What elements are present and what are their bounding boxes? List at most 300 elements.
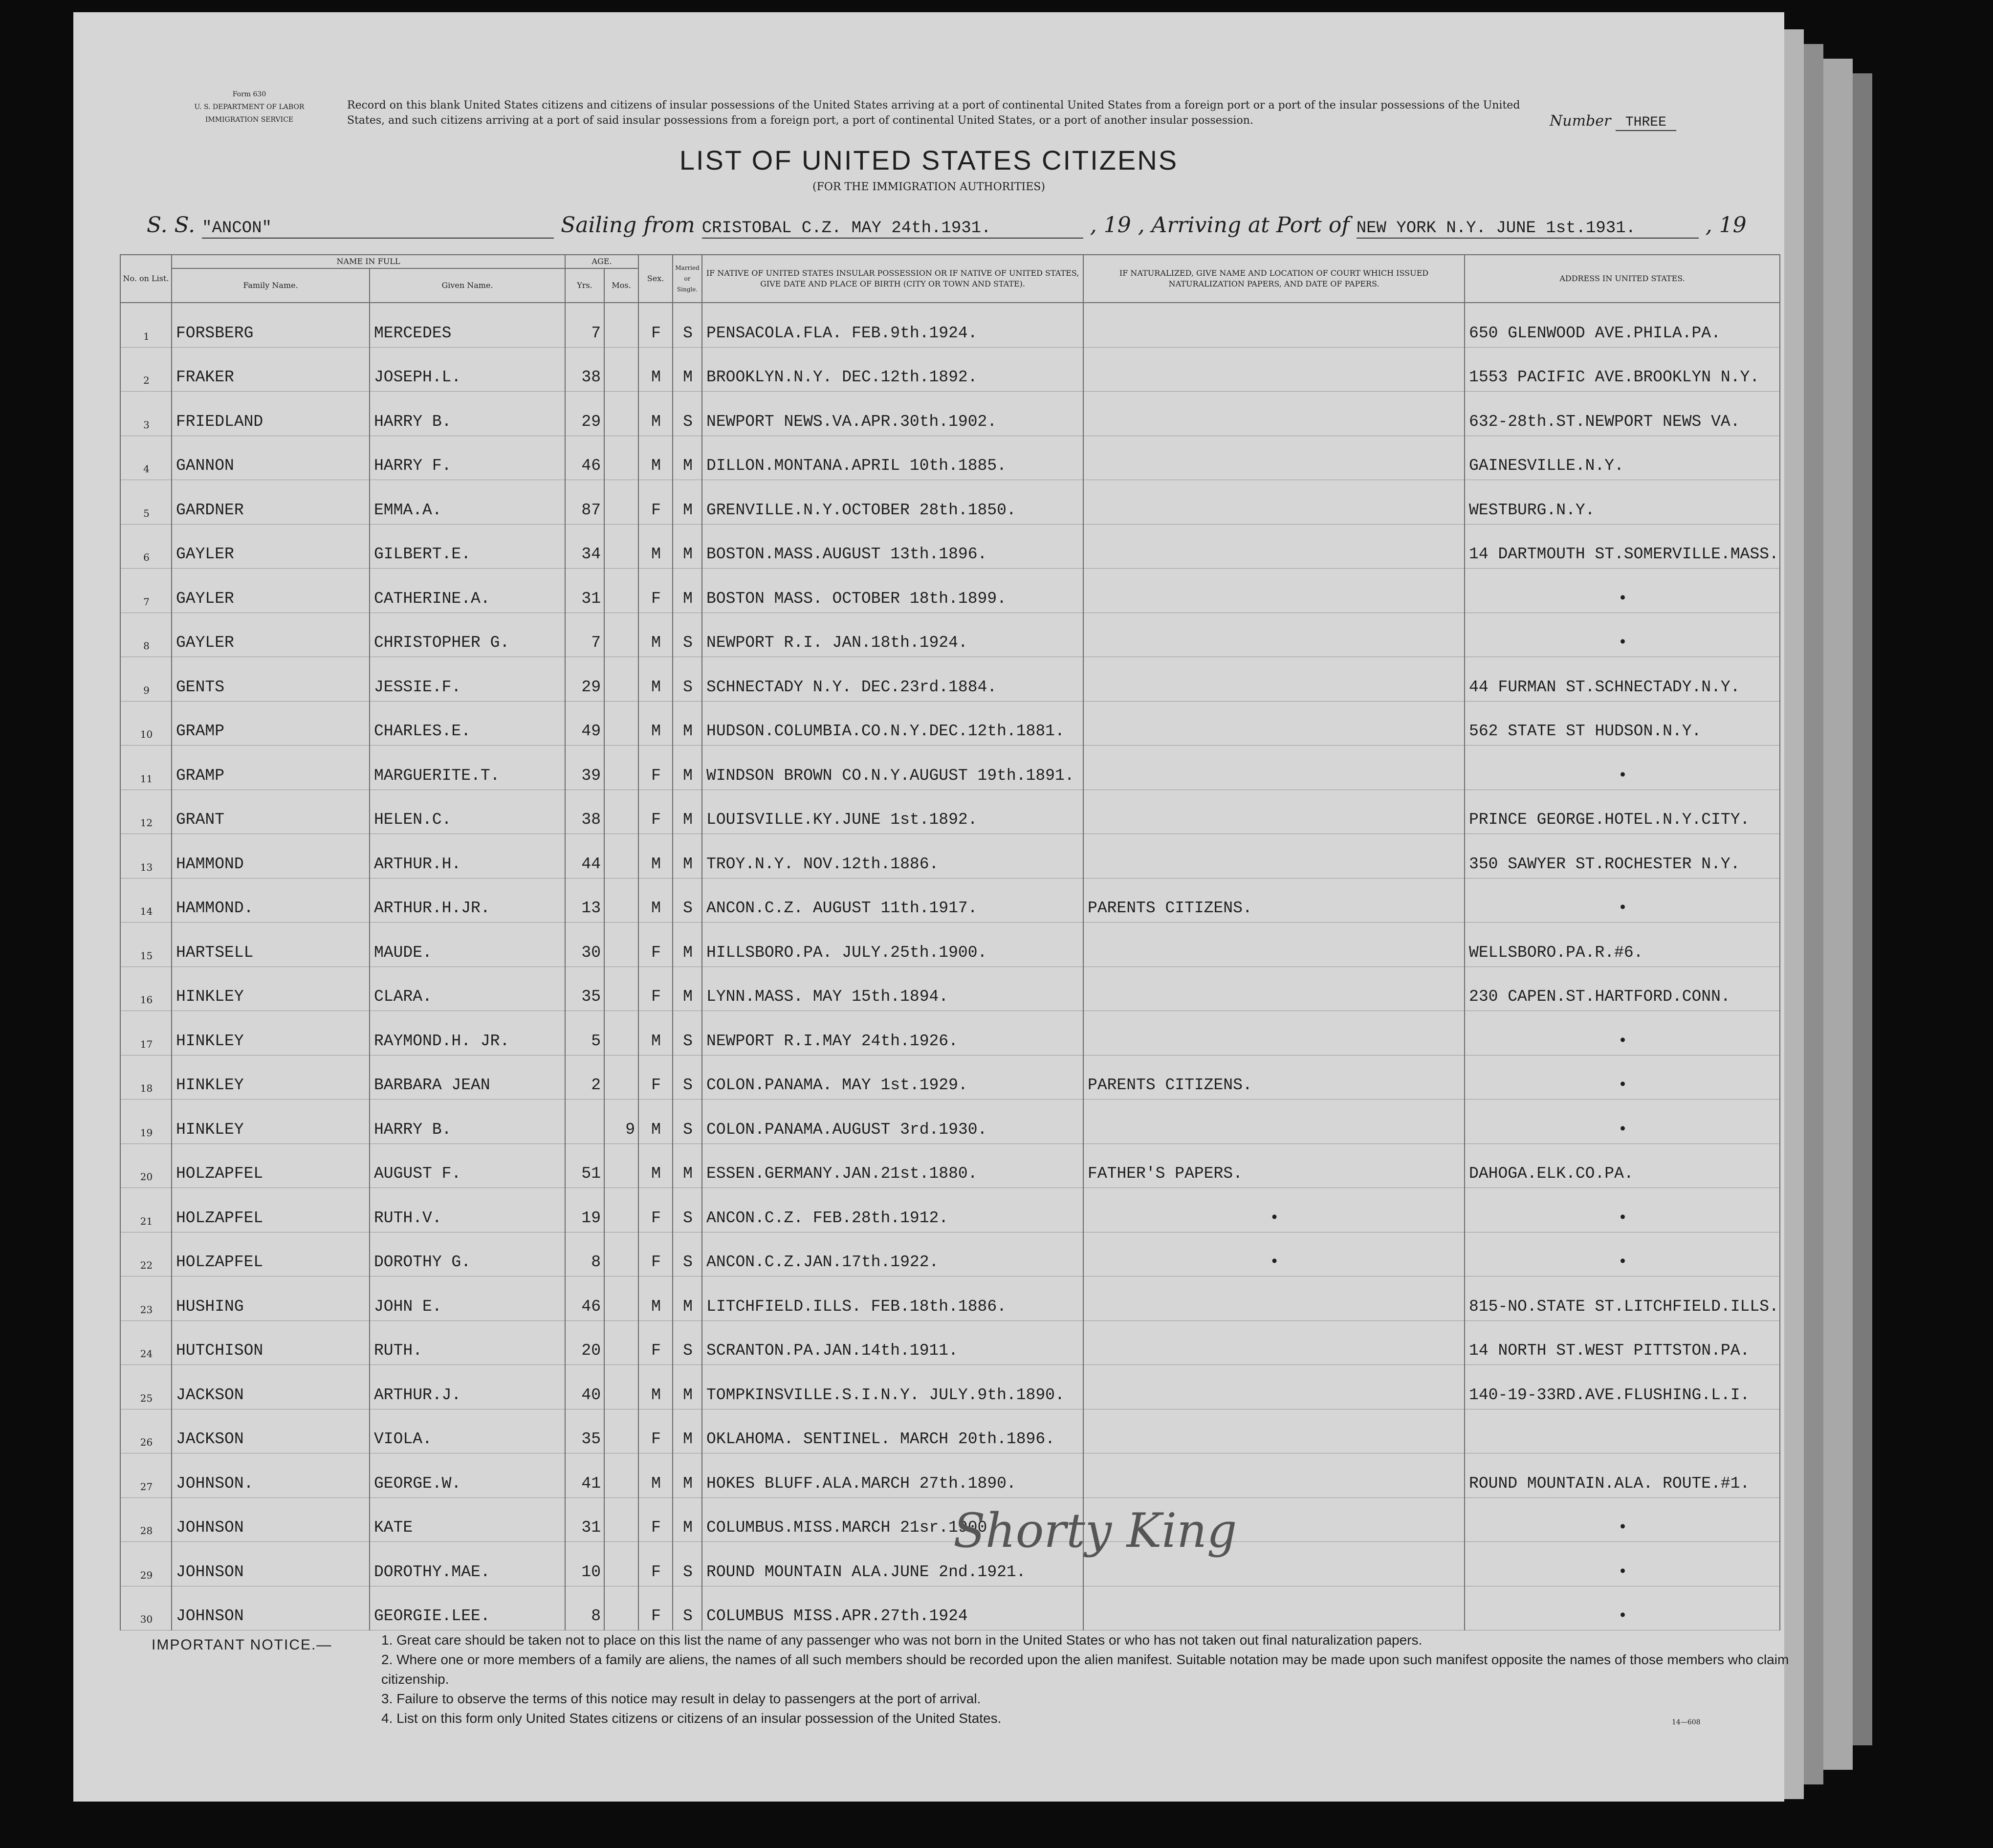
header-name-in-full: NAME IN FULL [172, 255, 565, 268]
age-months-cell [604, 1409, 638, 1453]
row-number-cell: 26 [120, 1409, 172, 1453]
address-cell: • [1465, 1232, 1780, 1276]
marital-status-cell: S [673, 1320, 702, 1365]
table-row [120, 878, 1780, 923]
family-name-cell: JOHNSON [172, 1586, 370, 1630]
naturalization-cell [1083, 701, 1465, 746]
page-edge [1853, 73, 1872, 1745]
age-years-cell: 34 [565, 524, 604, 569]
marital-status-cell: M [673, 480, 702, 525]
address-cell: • [1465, 1497, 1780, 1542]
family-name-cell: GAYLER [172, 569, 370, 613]
family-name-cell: HUTCHISON [172, 1320, 370, 1365]
sex-cell: F [638, 790, 673, 834]
row-number-cell: 11 [120, 746, 172, 790]
birth-place-date-cell: ANCON.C.Z.JAN.17th.1922. [702, 1232, 1083, 1276]
address-cell: • [1465, 1188, 1780, 1232]
table-row [120, 657, 1780, 702]
given-name-cell: CLARA. [370, 967, 565, 1011]
birth-place-date-cell: ESSEN.GERMANY.JAN.21st.1880. [702, 1144, 1083, 1188]
arriving-value: NEW YORK N.Y. JUNE 1st.1931. [1357, 219, 1699, 239]
table-row [120, 347, 1780, 392]
address-cell: 815-NO.STATE ST.LITCHFIELD.ILLS. [1465, 1276, 1780, 1321]
given-name-cell: HARRY F. [370, 436, 565, 480]
table-row [120, 1497, 1780, 1542]
birth-place-date-cell: COLON.PANAMA.AUGUST 3rd.1930. [702, 1100, 1083, 1144]
row-number-cell: 30 [120, 1586, 172, 1630]
given-name-cell: ARTHUR.H. [370, 834, 565, 879]
row-number-cell: 19 [120, 1100, 172, 1144]
address-cell: 350 SAWYER ST.ROCHESTER N.Y. [1465, 834, 1780, 879]
family-name-cell: JOHNSON [172, 1497, 370, 1542]
naturalization-cell [1083, 524, 1465, 569]
sex-cell: F [638, 1188, 673, 1232]
naturalization-cell [1083, 657, 1465, 702]
birth-place-date-cell: WINDSON BROWN CO.N.Y.AUGUST 19th.1891. [702, 746, 1083, 790]
sex-cell: F [638, 1055, 673, 1100]
marital-status-cell: S [673, 1055, 702, 1100]
table-row [120, 1542, 1780, 1586]
naturalization-cell [1083, 746, 1465, 790]
given-name-cell: HARRY B. [370, 1100, 565, 1144]
notice-item: 1. Great care should be taken not to place on this list the name of any passenger who was not born in the United States or who has not taken out final naturalization papers. [381, 1632, 1423, 1648]
department: U. S. DEPARTMENT OF LABOR [194, 103, 305, 111]
notice-item: 2. Where one or more members of a family are aliens, the names of all such members should be recorded upon the alien manifest. Suitable notation may be made upon such manifest opposite the names of those members who claim citizenship. [381, 1652, 1789, 1687]
family-name-cell: HOLZAPFEL [172, 1144, 370, 1188]
birth-place-date-cell: LOUISVILLE.KY.JUNE 1st.1892. [702, 790, 1083, 834]
family-name-cell: FORSBERG [172, 303, 370, 347]
birth-place-date-cell: DILLON.MONTANA.APRIL 10th.1885. [702, 436, 1083, 480]
given-name-cell: EMMA.A. [370, 480, 565, 525]
sex-cell: M [638, 701, 673, 746]
birth-place-date-cell: COLUMBUS MISS.APR.27th.1924 [702, 1586, 1083, 1630]
age-years-cell: 30 [565, 923, 604, 967]
row-number-cell: 1 [120, 303, 172, 347]
age-months-cell [604, 480, 638, 525]
birth-place-date-cell: LITCHFIELD.ILLS. FEB.18th.1886. [702, 1276, 1083, 1321]
family-name-cell: GAYLER [172, 613, 370, 657]
row-number-cell: 4 [120, 436, 172, 480]
table-row [120, 834, 1780, 879]
age-months-cell [604, 1232, 638, 1276]
address-cell: DAHOGA.ELK.CO.PA. [1465, 1144, 1780, 1188]
marital-status-cell: S [673, 1232, 702, 1276]
row-number-cell: 29 [120, 1542, 172, 1586]
age-months-cell [604, 436, 638, 480]
row-number-cell: 16 [120, 967, 172, 1011]
sex-cell: M [638, 1011, 673, 1056]
naturalization-cell [1083, 1011, 1465, 1056]
address-cell: • [1465, 613, 1780, 657]
notice-label: IMPORTANT NOTICE.— [152, 1637, 332, 1653]
given-name-cell: MERCEDES [370, 303, 565, 347]
naturalization-cell [1083, 613, 1465, 657]
header-naturalized: IF NATURALIZED, GIVE NAME AND LOCATION OF COURT WHICH ISSUED NATURALIZATION PAPERS, AND DATE OF PAPERS. [1083, 255, 1465, 303]
header-birth: IF NATIVE OF UNITED STATES INSULAR POSSESSION OR IF NATIVE OF UNITED STATES, GIVE DATE AND PLACE OF BIRTH (CITY OR TOWN AND STATE). [702, 255, 1083, 303]
sex-cell: F [638, 1586, 673, 1630]
passenger-rows [120, 303, 1780, 1630]
table-row [120, 1365, 1780, 1409]
birth-place-date-cell: NEWPORT R.I. JAN.18th.1924. [702, 613, 1083, 657]
family-name-cell: HUSHING [172, 1276, 370, 1321]
table-row [120, 480, 1780, 525]
row-number-cell: 7 [120, 569, 172, 613]
age-years-cell: 39 [565, 746, 604, 790]
ship-name: "ANCON" [202, 219, 554, 239]
sex-cell: M [638, 1365, 673, 1409]
marital-status-cell: M [673, 834, 702, 879]
family-name-cell: GAYLER [172, 524, 370, 569]
address-cell: WELLSBORO.PA.R.#6. [1465, 923, 1780, 967]
table-row [120, 1188, 1780, 1232]
birth-place-date-cell: COLON.PANAMA. MAY 1st.1929. [702, 1055, 1083, 1100]
table-row [120, 1453, 1780, 1498]
row-number-cell: 27 [120, 1453, 172, 1498]
family-name-cell: HARTSELL [172, 923, 370, 967]
age-years-cell: 5 [565, 1011, 604, 1056]
number-label: Number [1550, 112, 1611, 130]
sex-cell: M [638, 657, 673, 702]
age-years-cell [565, 1100, 604, 1144]
age-years-cell: 13 [565, 878, 604, 923]
manifest-page [73, 12, 1789, 1802]
family-name-cell: HINKLEY [172, 967, 370, 1011]
address-cell: 230 CAPEN.ST.HARTFORD.CONN. [1465, 967, 1780, 1011]
marital-status-cell: S [673, 878, 702, 923]
age-months-cell [604, 1011, 638, 1056]
naturalization-cell [1083, 923, 1465, 967]
given-name-cell: MARGUERITE.T. [370, 746, 565, 790]
page-subtitle: (FOR THE IMMIGRATION AUTHORITIES) [812, 181, 1045, 193]
family-name-cell: GRAMP [172, 701, 370, 746]
sex-cell: M [638, 878, 673, 923]
family-name-cell: JACKSON [172, 1409, 370, 1453]
row-number-cell: 3 [120, 392, 172, 436]
age-months-cell [604, 303, 638, 347]
sex-cell: M [638, 613, 673, 657]
marital-status-cell: M [673, 569, 702, 613]
age-years-cell: 7 [565, 613, 604, 657]
given-name-cell: JOHN E. [370, 1276, 565, 1321]
sex-cell: F [638, 967, 673, 1011]
service: IMMIGRATION SERVICE [205, 116, 294, 124]
notice-item: 3. Failure to observe the terms of this notice may result in delay to passengers at the port of arrival. [381, 1691, 981, 1706]
sex-cell: F [638, 480, 673, 525]
age-years-cell: 46 [565, 1276, 604, 1321]
age-months-cell [604, 834, 638, 879]
marital-status-cell: M [673, 1497, 702, 1542]
age-years-cell: 29 [565, 657, 604, 702]
age-years-cell: 38 [565, 347, 604, 392]
naturalization-cell [1083, 303, 1465, 347]
table-row [120, 392, 1780, 436]
birth-place-date-cell: TOMPKINSVILLE.S.I.N.Y. JULY.9th.1890. [702, 1365, 1083, 1409]
age-months-cell [604, 1542, 638, 1586]
year-2: , 19 [1705, 213, 1747, 238]
age-years-cell: 41 [565, 1453, 604, 1498]
age-months-cell [604, 967, 638, 1011]
row-number-cell: 28 [120, 1497, 172, 1542]
naturalization-cell [1083, 1276, 1465, 1321]
address-cell: • [1465, 878, 1780, 923]
birth-place-date-cell: LYNN.MASS. MAY 15th.1894. [702, 967, 1083, 1011]
marital-status-cell: S [673, 1011, 702, 1056]
age-years-cell: 87 [565, 480, 604, 525]
age-months-cell [604, 1453, 638, 1498]
header-sex: Sex. [638, 255, 673, 303]
age-years-cell: 35 [565, 967, 604, 1011]
naturalization-cell [1083, 967, 1465, 1011]
row-number-cell: 10 [120, 701, 172, 746]
year-1: , 19 [1090, 213, 1131, 238]
address-cell: 632-28th.ST.NEWPORT NEWS VA. [1465, 392, 1780, 436]
age-months-cell [604, 1055, 638, 1100]
marital-status-cell: S [673, 392, 702, 436]
row-number-cell: 6 [120, 524, 172, 569]
marital-status-cell: S [673, 1100, 702, 1144]
given-name-cell: DOROTHY.MAE. [370, 1542, 565, 1586]
sex-cell: M [638, 1100, 673, 1144]
address-cell: 1553 PACIFIC AVE.BROOKLYN N.Y. [1465, 347, 1780, 392]
birth-place-date-cell: HILLSBORO.PA. JULY.25th.1900. [702, 923, 1083, 967]
table-row [120, 524, 1780, 569]
age-months-cell [604, 657, 638, 702]
header-no: No. on List. [120, 255, 172, 303]
given-name-cell: HARRY B. [370, 392, 565, 436]
birth-place-date-cell: SCRANTON.PA.JAN.14th.1911. [702, 1320, 1083, 1365]
table-row [120, 923, 1780, 967]
age-months-cell [604, 347, 638, 392]
notice-item: 4. List on this form only United States citizens or citizens of an insular possession of the United States. [381, 1711, 1002, 1726]
marital-status-cell: M [673, 1276, 702, 1321]
naturalization-cell: PARENTS CITIZENS. [1083, 878, 1465, 923]
age-years-cell: 7 [565, 303, 604, 347]
age-months-cell [604, 746, 638, 790]
age-years-cell: 2 [565, 1055, 604, 1100]
family-name-cell: JACKSON [172, 1365, 370, 1409]
address-cell: • [1465, 746, 1780, 790]
naturalization-cell [1083, 392, 1465, 436]
given-name-cell: GILBERT.E. [370, 524, 565, 569]
voyage-line [147, 213, 1747, 239]
sex-cell: M [638, 1453, 673, 1498]
family-name-cell: HINKLEY [172, 1055, 370, 1100]
birth-place-date-cell: ANCON.C.Z. FEB.28th.1912. [702, 1188, 1083, 1232]
row-number-cell: 9 [120, 657, 172, 702]
table-row [120, 746, 1780, 790]
given-name-cell: CATHERINE.A. [370, 569, 565, 613]
family-name-cell: GARDNER [172, 480, 370, 525]
row-number-cell: 8 [120, 613, 172, 657]
address-cell: 14 DARTMOUTH ST.SOMERVILLE.MASS. [1465, 524, 1780, 569]
naturalization-cell [1083, 1453, 1465, 1498]
sex-cell: M [638, 347, 673, 392]
row-number-cell: 13 [120, 834, 172, 879]
naturalization-cell: • [1083, 1188, 1465, 1232]
age-months-cell [604, 1144, 638, 1188]
passenger-table [120, 254, 1780, 1630]
age-months-cell [604, 923, 638, 967]
table-row [120, 1055, 1780, 1100]
table-row [120, 967, 1780, 1011]
age-years-cell: 8 [565, 1586, 604, 1630]
form-header [127, 88, 372, 126]
naturalization-cell [1083, 347, 1465, 392]
address-cell [1465, 1409, 1780, 1453]
header-given: Given Name. [370, 268, 565, 303]
sex-cell: M [638, 1144, 673, 1188]
given-name-cell: CHARLES.E. [370, 701, 565, 746]
age-months-cell [604, 1365, 638, 1409]
age-months-cell [604, 790, 638, 834]
marital-status-cell: M [673, 436, 702, 480]
row-number-cell: 20 [120, 1144, 172, 1188]
table-row [120, 1276, 1780, 1321]
given-name-cell: AUGUST F. [370, 1144, 565, 1188]
given-name-cell: KATE [370, 1497, 565, 1542]
marital-status-cell: M [673, 923, 702, 967]
birth-place-date-cell: OKLAHOMA. SENTINEL. MARCH 20th.1896. [702, 1409, 1083, 1453]
table-row [120, 613, 1780, 657]
table-row [120, 1144, 1780, 1188]
address-cell: PRINCE GEORGE.HOTEL.N.Y.CITY. [1465, 790, 1780, 834]
age-years-cell: 44 [565, 834, 604, 879]
age-months-cell [604, 1497, 638, 1542]
given-name-cell: ARTHUR.H.JR. [370, 878, 565, 923]
age-months-cell [604, 701, 638, 746]
sailing-value: CRISTOBAL C.Z. MAY 24th.1931. [702, 219, 1083, 239]
given-name-cell: RAYMOND.H. JR. [370, 1011, 565, 1056]
birth-place-date-cell: HOKES BLUFF.ALA.MARCH 27th.1890. [702, 1453, 1083, 1498]
marital-status-cell: M [673, 1365, 702, 1409]
birth-place-date-cell: NEWPORT NEWS.VA.APR.30th.1902. [702, 392, 1083, 436]
address-cell: 44 FURMAN ST.SCHNECTADY.N.Y. [1465, 657, 1780, 702]
age-years-cell: 35 [565, 1409, 604, 1453]
age-years-cell: 31 [565, 1497, 604, 1542]
table-row [120, 1100, 1780, 1144]
sex-cell: M [638, 834, 673, 879]
family-name-cell: GRAMP [172, 746, 370, 790]
family-name-cell: HOLZAPFEL [172, 1188, 370, 1232]
birth-place-date-cell: TROY.N.Y. NOV.12th.1886. [702, 834, 1083, 879]
row-number-cell: 15 [120, 923, 172, 967]
table-row [120, 1320, 1780, 1365]
birth-place-date-cell: BROOKLYN.N.Y. DEC.12th.1892. [702, 347, 1083, 392]
age-months-cell [604, 1276, 638, 1321]
given-name-cell: GEORGE.W. [370, 1453, 565, 1498]
address-cell: WESTBURG.N.Y. [1465, 480, 1780, 525]
table-row [120, 1232, 1780, 1276]
marital-status-cell: M [673, 746, 702, 790]
naturalization-cell: FATHER'S PAPERS. [1083, 1144, 1465, 1188]
sex-cell: F [638, 1232, 673, 1276]
age-months-cell [604, 1320, 638, 1365]
age-months-cell: 9 [604, 1100, 638, 1144]
row-number-cell: 2 [120, 347, 172, 392]
birth-place-date-cell: HUDSON.COLUMBIA.CO.N.Y.DEC.12th.1881. [702, 701, 1083, 746]
naturalization-cell: • [1083, 1232, 1465, 1276]
marital-status-cell: S [673, 657, 702, 702]
age-months-cell [604, 1188, 638, 1232]
family-name-cell: GANNON [172, 436, 370, 480]
age-years-cell: 40 [565, 1365, 604, 1409]
instructions: Record on this blank United States citizens and citizens of insular possessions of the United States arriving at a port of continental United States from a foreign port or a port of the insular possessions of the United States, and such citizens arriving at a port of said insular possessions from a foreign port, a port of continental United States, or a port of another insular possession. [347, 99, 1520, 127]
sex-cell: F [638, 746, 673, 790]
family-name-cell: JOHNSON. [172, 1453, 370, 1498]
age-years-cell: 29 [565, 392, 604, 436]
age-months-cell [604, 569, 638, 613]
header-address: ADDRESS IN UNITED STATES. [1465, 255, 1780, 303]
naturalization-cell [1083, 436, 1465, 480]
marital-status-cell: M [673, 524, 702, 569]
age-years-cell: 20 [565, 1320, 604, 1365]
page-edge [1823, 59, 1853, 1770]
family-name-cell: HINKLEY [172, 1011, 370, 1056]
age-months-cell [604, 878, 638, 923]
age-months-cell [604, 524, 638, 569]
given-name-cell: GEORGIE.LEE. [370, 1586, 565, 1630]
form-code: 14—608 [1672, 1718, 1701, 1726]
family-name-cell: HINKLEY [172, 1100, 370, 1144]
marital-status-cell: S [673, 1542, 702, 1586]
age-years-cell: 46 [565, 436, 604, 480]
age-years-cell: 38 [565, 790, 604, 834]
given-name-cell: VIOLA. [370, 1409, 565, 1453]
given-name-cell: JESSIE.F. [370, 657, 565, 702]
sex-cell: F [638, 1409, 673, 1453]
family-name-cell: FRAKER [172, 347, 370, 392]
row-number-cell: 14 [120, 878, 172, 923]
row-number-cell: 18 [120, 1055, 172, 1100]
page-edge [1804, 44, 1823, 1784]
given-name-cell: HELEN.C. [370, 790, 565, 834]
naturalization-cell [1083, 569, 1465, 613]
table-row [120, 1409, 1780, 1453]
address-cell: • [1465, 1055, 1780, 1100]
address-cell: 14 NORTH ST.WEST PITTSTON.PA. [1465, 1320, 1780, 1365]
given-name-cell: JOSEPH.L. [370, 347, 565, 392]
sailing-label: Sailing from [561, 213, 695, 238]
given-name-cell: RUTH.V. [370, 1188, 565, 1232]
address-cell: 650 GLENWOOD AVE.PHILA.PA. [1465, 303, 1780, 347]
row-number-cell: 21 [120, 1188, 172, 1232]
sex-cell: F [638, 1320, 673, 1365]
address-cell: 562 STATE ST HUDSON.N.Y. [1465, 701, 1780, 746]
age-years-cell: 10 [565, 1542, 604, 1586]
page-title: LIST OF UNITED STATES CITIZENS [679, 145, 1179, 176]
birth-place-date-cell: SCHNECTADY N.Y. DEC.23rd.1884. [702, 657, 1083, 702]
family-name-cell: JOHNSON [172, 1542, 370, 1586]
birth-place-date-cell: NEWPORT R.I.MAY 24th.1926. [702, 1011, 1083, 1056]
marital-status-cell: M [673, 967, 702, 1011]
marital-status-cell: M [673, 1409, 702, 1453]
family-name-cell: FRIEDLAND [172, 392, 370, 436]
table-row [120, 790, 1780, 834]
table-row [120, 436, 1780, 480]
age-years-cell: 51 [565, 1144, 604, 1188]
table-row [120, 701, 1780, 746]
row-number-cell: 5 [120, 480, 172, 525]
age-years-cell: 19 [565, 1188, 604, 1232]
address-cell: GAINESVILLE.N.Y. [1465, 436, 1780, 480]
row-number-cell: 24 [120, 1320, 172, 1365]
naturalization-cell [1083, 480, 1465, 525]
marital-status-cell: S [673, 1586, 702, 1630]
sex-cell: M [638, 436, 673, 480]
header-yrs: Yrs. [565, 268, 604, 303]
form-number: Form 630 [232, 90, 266, 98]
row-number-cell: 12 [120, 790, 172, 834]
